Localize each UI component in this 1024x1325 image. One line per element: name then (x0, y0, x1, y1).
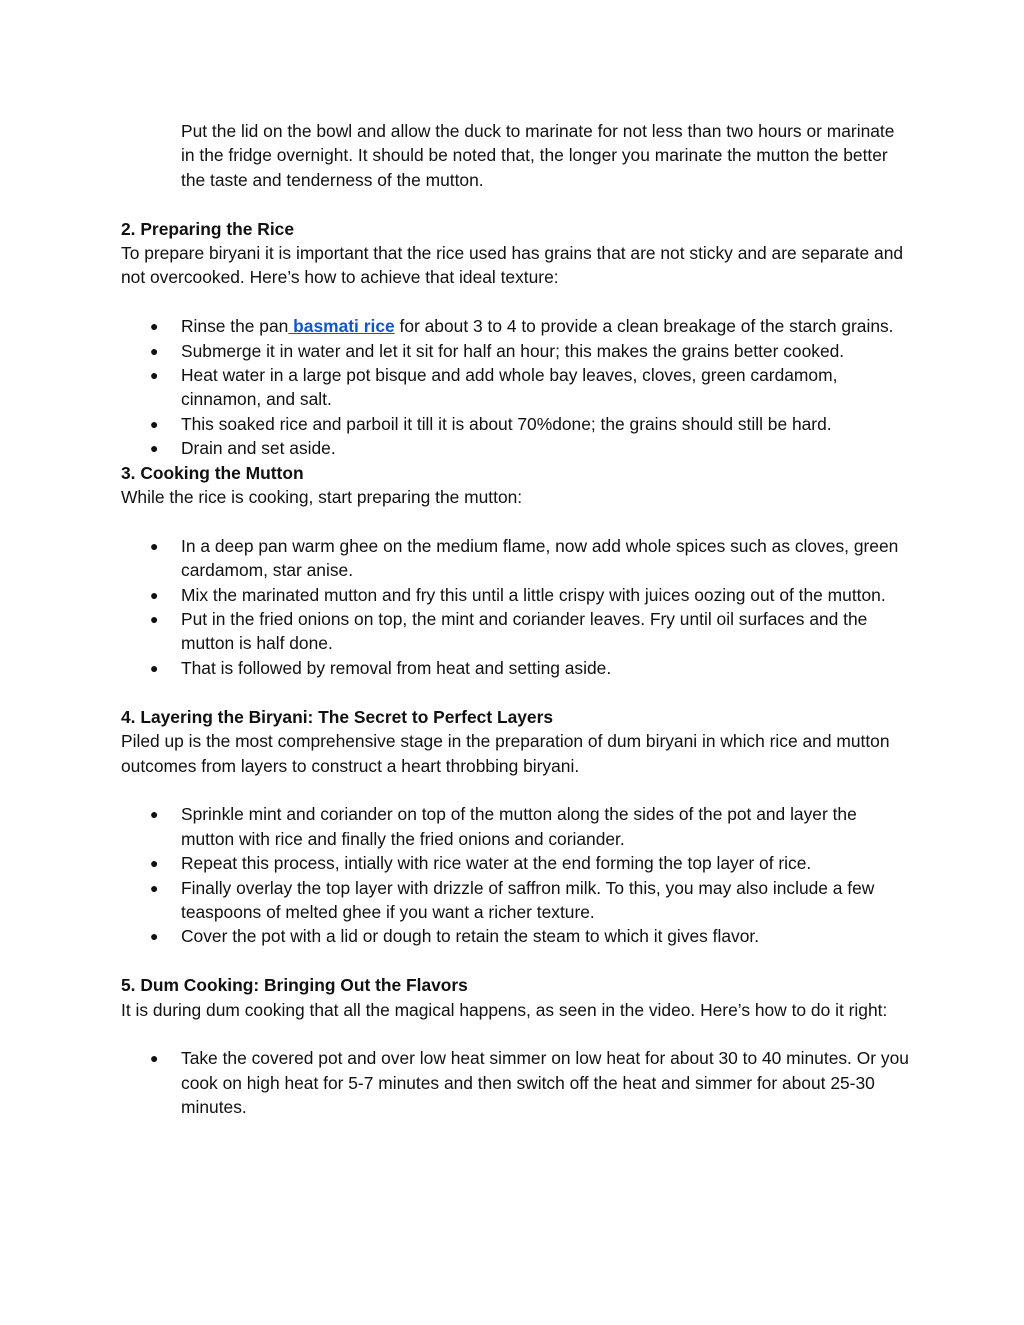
list-item-text: Finally overlay the top layer with drizzle of saffron milk. To this, you may also include a few teaspoons of melted ghee if you want a richer texture. (181, 877, 875, 922)
list-item-text: Drain and set aside. (181, 438, 336, 459)
list-item (121, 363, 911, 412)
spacer (121, 509, 911, 533)
spacer (121, 192, 911, 216)
spacer (121, 680, 911, 704)
list-item-text: Cover the pot with a lid or dough to retain the steam to which it gives flavor. (181, 926, 760, 947)
bullet-icon: ● (150, 537, 159, 554)
bullet-icon: ● (150, 586, 159, 603)
section-5-heading: 5. Dum Cooking: Bringing Out the Flavors (121, 975, 468, 996)
spacer (121, 778, 911, 802)
section-4-heading: 4. Layering the Biryani: The Secret to Perfect Layers (121, 706, 554, 727)
list-item-text: Submerge it in water and let it sit for half an hour; this makes the grains better cooked. (181, 340, 845, 361)
bullet-icon: ● (150, 659, 159, 676)
spacer (121, 290, 911, 314)
list-item (121, 607, 911, 656)
section-4-intro: Piled up is the most comprehensive stage in the preparation of dum biryani in which rice and mutton outcomes from layers to construct a heart throbbing biryani. (121, 731, 890, 776)
bullet-icon: ● (150, 879, 159, 896)
list-item-text: Mix the marinated mutton and fry this until a little crispy with juices oozing out of the mutton. (181, 584, 886, 605)
list-item (121, 534, 911, 583)
basmati-rice-link[interactable]: basmati rice (288, 316, 395, 337)
list-item-text: In a deep pan warm ghee on the medium flame, now add whole spices such as cloves, green cardamom, star anise. (181, 535, 899, 581)
bullet-icon: ● (150, 440, 159, 457)
list-item (121, 851, 911, 875)
list-item (121, 802, 911, 851)
bullet-icon: ● (150, 342, 159, 359)
list-item-text: Put in the fried onions on top, the mint and coriander leaves. Fry until oil surfaces and the mutton is half done. (181, 609, 868, 654)
section-2-intro: To prepare biryani it is important that the rice used has grains that are not sticky and are separate and not overcooked. Here’s how to achieve that ideal texture: (121, 243, 904, 288)
list-item-text: for about 3 to 4 to provide a clean breakage of the starch grains. (394, 316, 894, 337)
bullet-icon: ● (150, 928, 159, 945)
list-item-text: Rinse the pan (181, 316, 289, 337)
section-2-list (121, 314, 911, 460)
list-item (121, 436, 911, 460)
bullet-icon: ● (150, 611, 159, 628)
list-item-text: This soaked rice and parboil it till it is about 70%done; the grains should still be hard. (181, 413, 832, 434)
spacer (121, 949, 911, 973)
list-item (121, 412, 911, 436)
spacer (121, 1022, 911, 1046)
list-item (121, 314, 911, 338)
section-3-heading: 3. Cooking the Mutton (121, 462, 304, 483)
list-item (121, 656, 911, 680)
bullet-icon: ● (150, 318, 159, 335)
list-item (121, 1046, 911, 1119)
list-item-text: That is followed by removal from heat and setting aside. (181, 657, 612, 678)
document-body (121, 119, 911, 1120)
bullet-icon: ● (150, 1050, 159, 1067)
bullet-icon: ● (150, 415, 159, 432)
section-4-list (121, 802, 911, 948)
list-item (121, 339, 911, 363)
section-3-list (121, 534, 911, 680)
list-item-text: Sprinkle mint and coriander on top of the mutton along the sides of the pot and layer the mutton with rice and finally the fried onions and coriander. (181, 804, 857, 849)
list-item (121, 583, 911, 607)
section-3-intro: While the rice is cooking, start preparing the mutton: (121, 487, 523, 508)
list-item (121, 876, 911, 925)
list-item-text: Take the covered pot and over low heat simmer on low heat for about 30 to 40 minutes. Or you cook on high heat for 5-7 minutes and then switch off the heat and simmer for about 25-30 minutes. (181, 1048, 909, 1118)
list-item-text: Heat water in a large pot bisque and add whole bay leaves, cloves, green cardamom, cinnamon, and salt. (181, 365, 838, 410)
intro-paragraph: Put the lid on the bowl and allow the duck to marinate for not less than two hours or marinate in the fridge overnight. It should be noted that, the longer you marinate the mutton the better the taste and tenderness of the mutton. (181, 121, 895, 190)
list-item-text: Repeat this process, intially with rice water at the end forming the top layer of rice. (181, 853, 812, 874)
bullet-icon: ● (150, 806, 159, 823)
bullet-icon: ● (150, 855, 159, 872)
list-item (121, 924, 911, 948)
section-5-intro: It is during dum cooking that all the magical happens, as seen in the video. Here’s how to do it right: (121, 999, 888, 1020)
section-2-heading: 2. Preparing the Rice (121, 218, 294, 239)
bullet-icon: ● (150, 367, 159, 384)
section-5-list (121, 1046, 911, 1119)
